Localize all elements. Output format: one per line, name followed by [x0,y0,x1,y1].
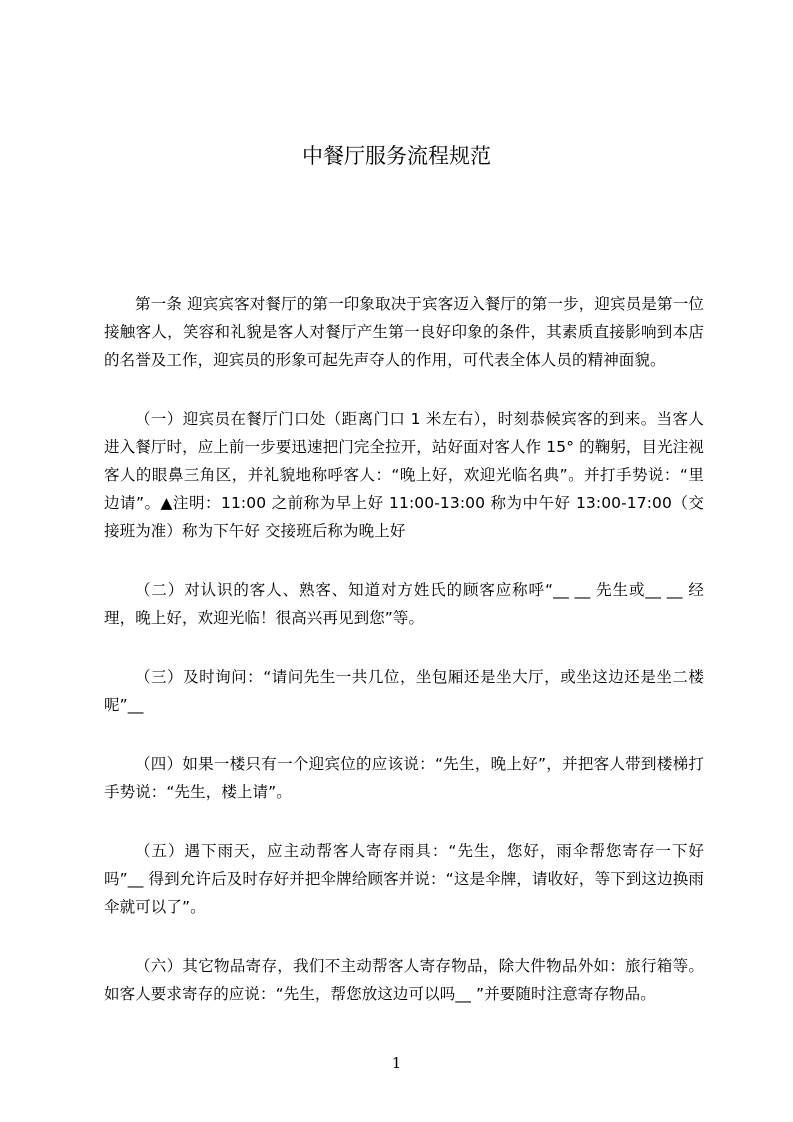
paragraph-item-6: （六）其它物品寄存，我们不主动帮客人寄存物品，除大件物品外如：旅行箱等。如客人要求寄存的应说：“先生，帮您放这边可以吗__ ”并要随时注意寄存物品。 [104,957,704,1003]
paragraph-item-2: （二）对认识的客人、熟客、知道对方姓氏的顾客应称呼“__ __ 先生或__ __ 经理，晚上好，欢迎光临！很高兴再见到您”等。 [104,581,704,627]
paragraph-item-4: （四）如果一楼只有一个迎宾位的应该说：“先生，晚上好”，并把客人带到楼梯打手势说：“先生，楼上请”。 [104,755,704,801]
paragraph-item-5: （五）遇下雨天，应主动帮客人寄存雨具：“先生，您好，雨伞帮您寄存一下好吗”__ 得到允许后及时存好并把伞牌给顾客并说：“这是伞牌，请收好，等下到这边换雨伞就可以了”。 [104,842,704,916]
paragraph-item-3: （三）及时询问：“请问先生一共几位，坐包厢还是坐大厅，或坐这边还是坐二楼呢”__ [104,668,704,714]
page-number: 1 [391,1054,402,1072]
document-body [104,290,704,1039]
paragraph-item-1: （一）迎宾员在餐厅门口处（距离门口 1 米左右），时刻恭候宾客的到来。当客人进入餐厅时，应上前一步要迅速把门完全拉开，站好面对客人作 15° 的鞠躬，目光注视客人的眼鼻三角区，并礼貌地称呼客人：“晚上好，欢迎光临名典”。并打手势说：“里边请”。▲注明：11:00 之前称为早上好 11:00-13:00 称为中午好 13:00-17:00（交接班为准）称为下午好 交接班后称为晚上好 [104,410,704,540]
document-title: 中餐厅服务流程规范 [302,144,491,168]
paragraph-article-one: 第一条 迎宾宾客对餐厅的第一印象取决于宾客迈入餐厅的第一步，迎宾员是第一位接触客人，笑容和礼貌是客人对餐厅产生第一良好印象的条件，其素质直接影响到本店的名誉及工作，迎宾员的形象可起先声夺人的作用，可代表全体人员的精神面貌。 [104,295,704,369]
